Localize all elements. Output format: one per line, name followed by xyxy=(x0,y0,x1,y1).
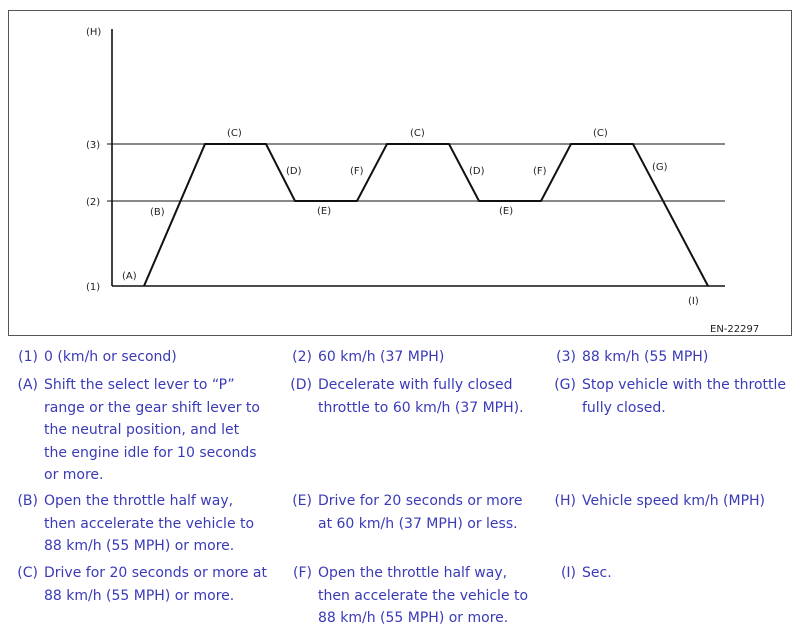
phase-label-g: (G) xyxy=(652,162,668,173)
legend-text: Open the throttle half way, then accelerate the vehicle to 88 km/h (55 MPH) or more. xyxy=(44,493,255,554)
phase-label-c3: (C) xyxy=(593,128,608,139)
drive-cycle-diagram xyxy=(8,10,792,336)
legend-code: (C) xyxy=(17,565,38,581)
legend-code: (D) xyxy=(290,377,312,393)
legend-text: Drive for 20 seconds or more at 60 km/h (37 MPH) or less. xyxy=(318,493,523,532)
phase-label-f1: (F) xyxy=(350,166,364,177)
legend-code: (F) xyxy=(293,565,312,581)
y-tick-label-2: (2) xyxy=(86,197,101,208)
legend-text: Shift the select lever to “P” range or the gear shift lever to the neutral position, and let the engine idle for 10 seconds or more. xyxy=(44,377,260,483)
legend-text: Sec. xyxy=(582,565,612,581)
y-tick-label-1: (1) xyxy=(86,282,101,293)
legend-text: 0 (km/h or second) xyxy=(44,349,177,365)
phase-label-c1: (C) xyxy=(227,128,242,139)
y-axis-label: (H) xyxy=(86,27,102,38)
phase-label-a: (A) xyxy=(122,271,137,282)
y-tick-label-3: (3) xyxy=(86,140,101,151)
legend xyxy=(0,344,801,635)
phase-label-c2: (C) xyxy=(410,128,425,139)
x-axis-label: (I) xyxy=(688,296,699,307)
phase-label-d1: (D) xyxy=(286,166,302,177)
legend-code: (A) xyxy=(17,377,38,393)
legend-text: 88 km/h (55 MPH) xyxy=(582,349,709,365)
legend-code: (I) xyxy=(560,565,576,581)
phase-label-d2: (D) xyxy=(469,166,485,177)
phase-label-f2: (F) xyxy=(533,166,547,177)
legend-code: (G) xyxy=(554,377,576,393)
legend-code: (1) xyxy=(18,349,38,365)
legend-code: (B) xyxy=(17,493,38,509)
legend-text: 60 km/h (37 MPH) xyxy=(318,349,445,365)
legend-text: Vehicle speed km/h (MPH) xyxy=(582,493,766,509)
phase-label-e2: (E) xyxy=(499,206,514,217)
legend-code: (3) xyxy=(556,349,576,365)
phase-label-b: (B) xyxy=(150,207,165,218)
drive-cycle-svg xyxy=(9,11,793,337)
legend-text: Open the throttle half way, then accelerate the vehicle to 88 km/h (55 MPH) or more. xyxy=(318,565,529,626)
legend-code: (E) xyxy=(292,493,312,509)
phase-label-e1: (E) xyxy=(317,206,332,217)
legend-text: Decelerate with fully closed throttle to 60 km/h (37 MPH). xyxy=(318,377,524,416)
speed-profile-line xyxy=(144,144,708,286)
legend-code: (2) xyxy=(292,349,312,365)
legend-text: Drive for 20 seconds or more at 88 km/h (55 MPH) or more. xyxy=(44,565,267,604)
legend-code: (H) xyxy=(554,493,576,509)
figure-id: EN-22297 xyxy=(710,324,760,335)
legend-text: Stop vehicle with the throttle fully closed. xyxy=(582,377,787,416)
